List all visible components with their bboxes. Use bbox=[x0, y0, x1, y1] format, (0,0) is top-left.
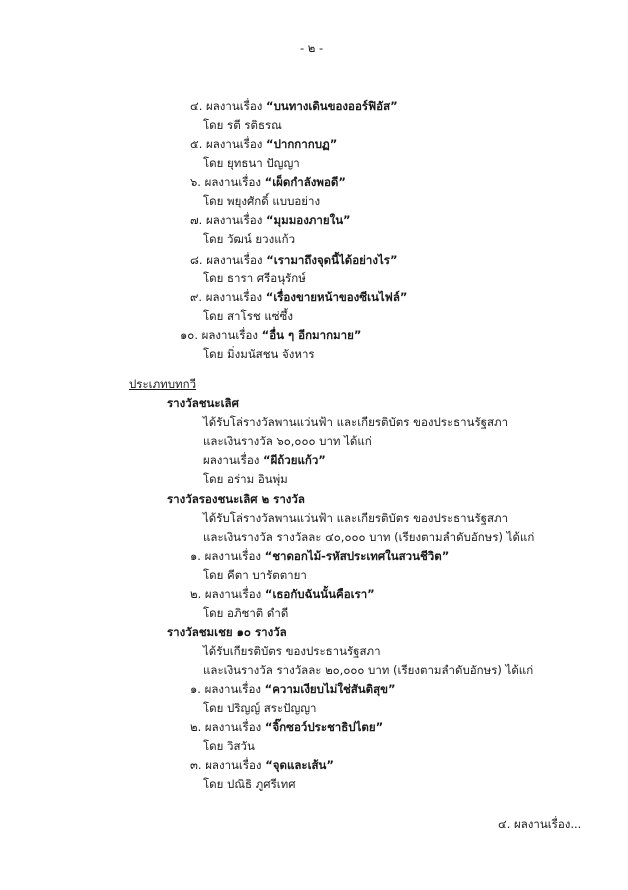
work-item-4 bbox=[190, 99, 398, 113]
work-prefix: ผลงานเรื่อง bbox=[206, 253, 263, 267]
work-author-5: โดย ยุทธนา ปัญญา bbox=[203, 156, 300, 170]
work-prefix: ผลงานเรื่อง bbox=[204, 175, 261, 189]
work-title: “อื่น ๆ อีกมากมาย” bbox=[261, 328, 362, 342]
work-number: ๕. bbox=[190, 137, 203, 151]
honorable-work-2 bbox=[190, 720, 383, 734]
category-heading: ประเภทบทกวี bbox=[129, 377, 197, 391]
honorable-work-1 bbox=[190, 682, 396, 696]
work-prefix: ผลงานเรื่อง bbox=[201, 328, 258, 342]
runnerup-work-1 bbox=[190, 549, 449, 563]
work-title: “ชาดอกไม้-รหัสประเทศในสวนชีวิต” bbox=[264, 549, 450, 563]
honorable-author-1: โดย ปริญญ์ สระปัญญา bbox=[203, 701, 317, 715]
work-title: “จิ๊กซอว์ประชาธิปไตย” bbox=[264, 720, 384, 734]
work-prefix: ผลงานเรื่อง bbox=[205, 758, 262, 772]
winner-award-line-2: และเงินรางวัล ๖๐,๐๐๐ บาท ได้แก่ bbox=[203, 434, 372, 448]
honorable-award-line-2: และเงินรางวัล รางวัลละ ๒๐,๐๐๐ บาท (เรียงตามลำดับอักษร) ได้แก่ bbox=[203, 663, 534, 677]
honorable-heading: รางวัลชมเชย ๑๐ รางวัล bbox=[167, 625, 287, 639]
work-author-8: โดย ธารา ศรีอนุรักษ์ bbox=[203, 271, 306, 285]
honorable-award-line-1: ได้รับเกียรติบัตร ของประธานรัฐสภา bbox=[203, 644, 381, 658]
honorable-work-3 bbox=[190, 758, 334, 772]
winner-author: โดย อร่าม อินพุ่ม bbox=[203, 472, 288, 486]
work-title: “เรามาถึงจุดนี้ได้อย่างไร” bbox=[266, 253, 398, 267]
winner-heading: รางวัลชนะเลิศ bbox=[167, 396, 239, 410]
work-item-5 bbox=[190, 137, 337, 151]
work-item-7 bbox=[190, 213, 351, 227]
honorable-author-3: โดย ปณิธิ ภูศรีเทศ bbox=[203, 777, 296, 791]
work-prefix: ผลงานเรื่อง bbox=[206, 99, 263, 113]
winner-award-line-1: ได้รับโล่รางวัลพานแว่นฟ้า และเกียรติบัตร ของประธานรัฐสภา bbox=[203, 415, 509, 429]
work-prefix: ผลงานเรื่อง bbox=[205, 290, 263, 304]
continuation-marker: ๔. ผลงานเรื่อง... bbox=[498, 817, 582, 831]
work-number: ๔. bbox=[190, 99, 203, 113]
work-prefix: ผลงานเรื่อง bbox=[204, 587, 262, 601]
work-item-6 bbox=[190, 175, 346, 189]
runnerup-award-line-2: และเงินรางวัล รางวัลละ ๔๐,๐๐๐ บาท (เรียงตามลำดับอักษร) ได้แก่ bbox=[203, 530, 535, 544]
work-number: ๓. bbox=[190, 758, 202, 772]
work-number: ๖. bbox=[190, 175, 201, 189]
work-item-10 bbox=[180, 328, 361, 342]
work-prefix: ผลงานเรื่อง bbox=[205, 213, 263, 227]
work-title: “มุมมองภายใน” bbox=[265, 213, 351, 227]
work-number: ๑. bbox=[190, 682, 201, 696]
runnerup-author-1: โดย คีตา บารัตตายา bbox=[203, 568, 307, 582]
work-title: “จุดและเส้น” bbox=[265, 758, 334, 772]
page-number: - ๒ - bbox=[300, 41, 324, 55]
work-number: ๗. bbox=[190, 213, 203, 227]
work-author-4: โดย รตี รติธรณ bbox=[203, 118, 282, 132]
work-author-10: โดย มิ่งมนัสชน จังหาร bbox=[203, 347, 315, 361]
work-author-7: โดย วัฒน์ ยวงแก้ว bbox=[203, 232, 296, 246]
work-number: ๑. bbox=[190, 549, 201, 563]
work-title: “ความเงียบไม่ใช่สันติสุข” bbox=[264, 682, 396, 696]
work-item-8 bbox=[190, 253, 398, 267]
work-prefix: ผลงานเรื่อง bbox=[204, 720, 262, 734]
work-prefix: ผลงานเรื่อง bbox=[206, 137, 263, 151]
work-title: “เผ็ดกำลังพอดี” bbox=[264, 175, 346, 189]
work-title: “บนทางเดินของออร์ฟิอัส” bbox=[266, 99, 398, 113]
runnerup-work-2 bbox=[190, 587, 375, 601]
runnerup-award-line-1: ได้รับโล่รางวัลพานแว่นฟ้า และเกียรติบัตร ของประธานรัฐสภา bbox=[203, 511, 509, 525]
winner-work bbox=[203, 453, 326, 467]
work-item-9 bbox=[190, 290, 407, 304]
work-prefix: ผลงานเรื่อง bbox=[204, 682, 261, 696]
work-title: “เรื่องขายหน้าของซีเนไฟล์” bbox=[265, 290, 408, 304]
runnerup-heading: รางวัลรองชนะเลิศ ๒ รางวัล bbox=[167, 492, 305, 506]
work-title: “เธอกับฉันนั้นคือเรา” bbox=[264, 587, 375, 601]
work-number: ๒. bbox=[190, 587, 202, 601]
work-number: ๙. bbox=[190, 290, 203, 304]
work-author-6: โดย พยุงศักดิ์ แบบอย่าง bbox=[203, 194, 321, 208]
runnerup-author-2: โดย อภิชาติ ดำดี bbox=[203, 606, 289, 620]
work-number: ๑๐. bbox=[180, 328, 198, 342]
work-number: ๒. bbox=[190, 720, 202, 734]
work-prefix: ผลงานเรื่อง bbox=[203, 453, 260, 467]
work-title: “ปากกากบฏ” bbox=[266, 137, 338, 151]
work-number: ๘. bbox=[190, 253, 203, 267]
work-prefix: ผลงานเรื่อง bbox=[204, 549, 261, 563]
honorable-author-2: โดย วิสวัน bbox=[203, 739, 255, 753]
work-author-9: โดย สาโรช แซ่ซึ้ง bbox=[203, 309, 293, 323]
work-title: “ผีถ้วยแก้ว” bbox=[263, 453, 326, 467]
